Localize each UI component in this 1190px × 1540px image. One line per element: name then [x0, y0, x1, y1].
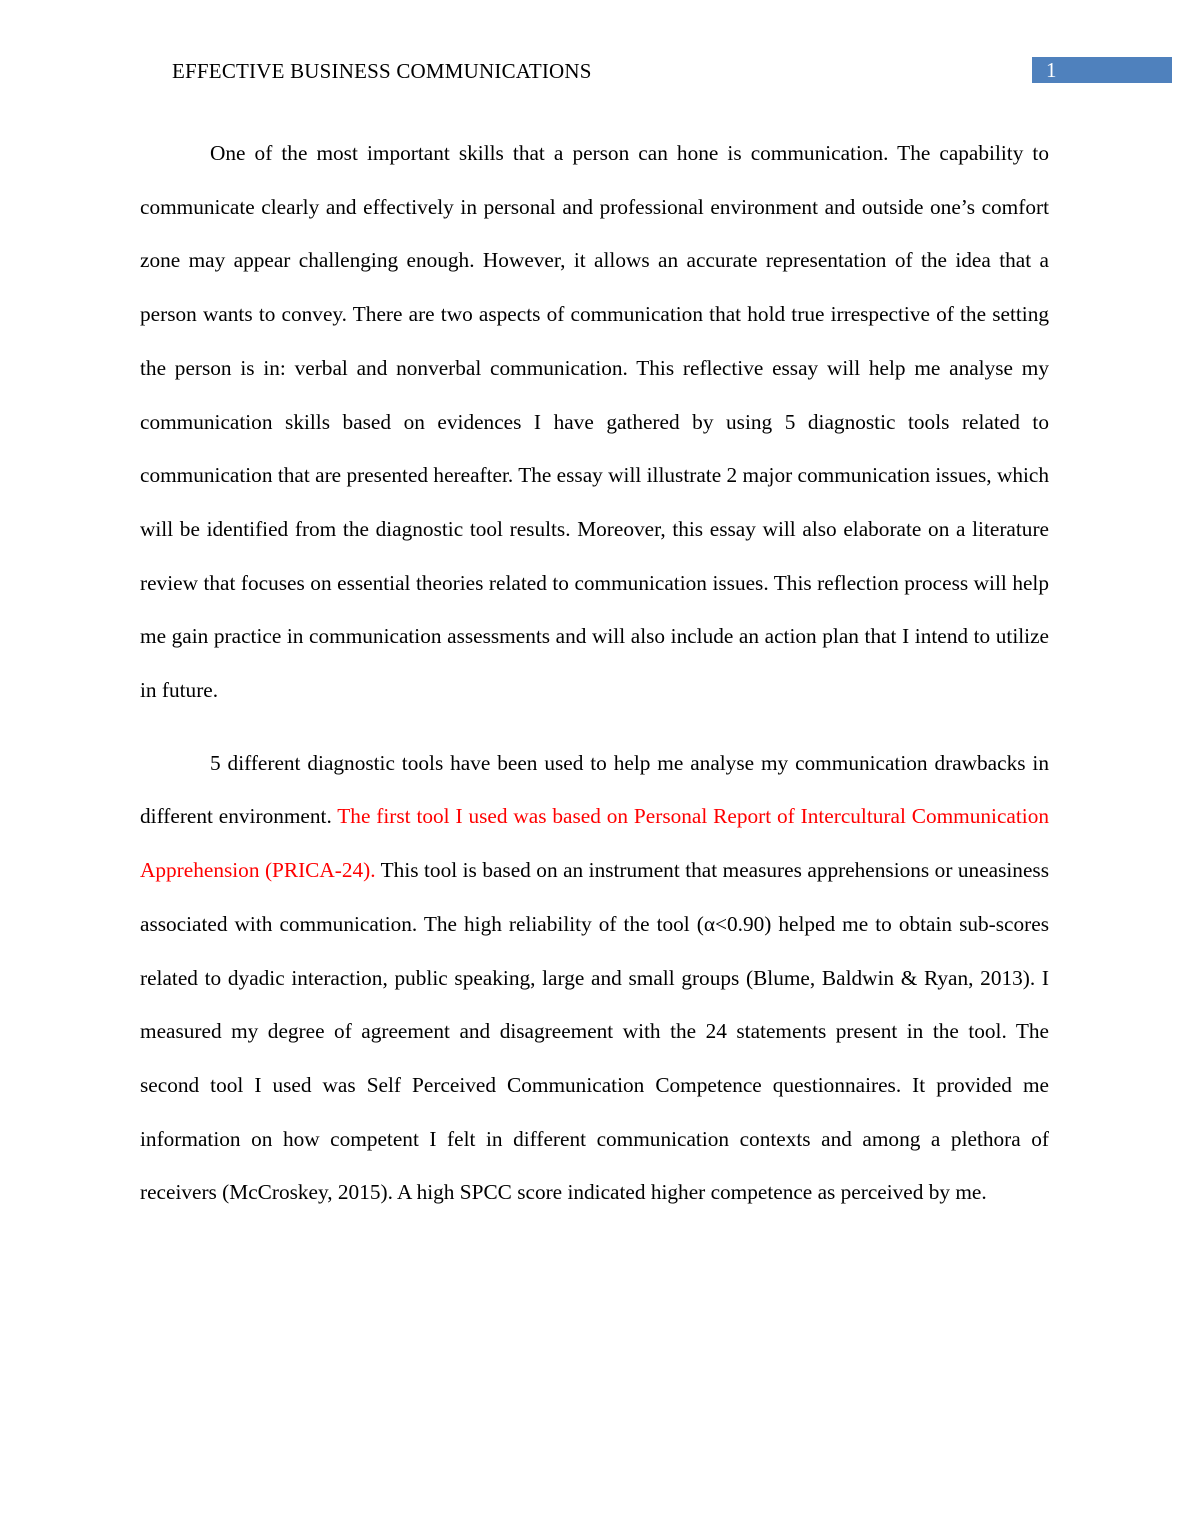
paragraph-text: This tool is based on an instrument that measures apprehensions or uneasiness associated with communication. The high reliability of the tool (α<0.90) helped me to obtain sub-scores related to dyadic interaction, public speaking, large and small groups (Blume, Baldwin & Ryan, 2013). I measured my degree of agreement and disagreement with the 24 statements present in the tool. The second tool I used was Self Perceived Communication Competence questionnaires. It provided me information on how competent I felt in different communication contexts and among a plethora of receivers (McCroskey, 2015). A high SPCC score indicated higher competence as perceived by me. [140, 858, 1049, 1205]
paragraph-text: One of the most important skills that a person can hone is communication. The capability to communicate clearly and effectively in personal and professional environment and outside one’s comfort zone may appear challenging enough. However, it allows an accurate representation of the idea that a person wants to convey. There are two aspects of communication that hold true irrespective of the setting the person is in: verbal and nonverbal communication. This reflective essay will help me analyse my communication skills based on evidences I have gathered by using 5 diagnostic tools related to communication that are presented hereafter. The essay will illustrate 2 major communication issues, which will be identified from the diagnostic tool results. Moreover, this essay will also elaborate on a literature review that focuses on essential theories related to communication issues. This reflection process will help me gain practice in communication assessments and will also include an action plan that I intend to utilize in future. [140, 141, 1049, 703]
paragraph [140, 127, 1049, 718]
document-body [140, 127, 1049, 1220]
running-head: EFFECTIVE BUSINESS COMMUNICATIONS [172, 59, 592, 83]
paragraph-text: 5 different diagnostic tools have been used to help me analyse my communication drawbacks in different environment. [140, 750, 1049, 829]
highlighted-text: The first tool I used was based on Personal Report of Intercultural Communication Apprehension (PRICA-24). [140, 804, 1049, 883]
paragraph [140, 737, 1049, 1220]
page-number: 1 [1046, 58, 1057, 82]
page-number-box [1032, 57, 1172, 83]
